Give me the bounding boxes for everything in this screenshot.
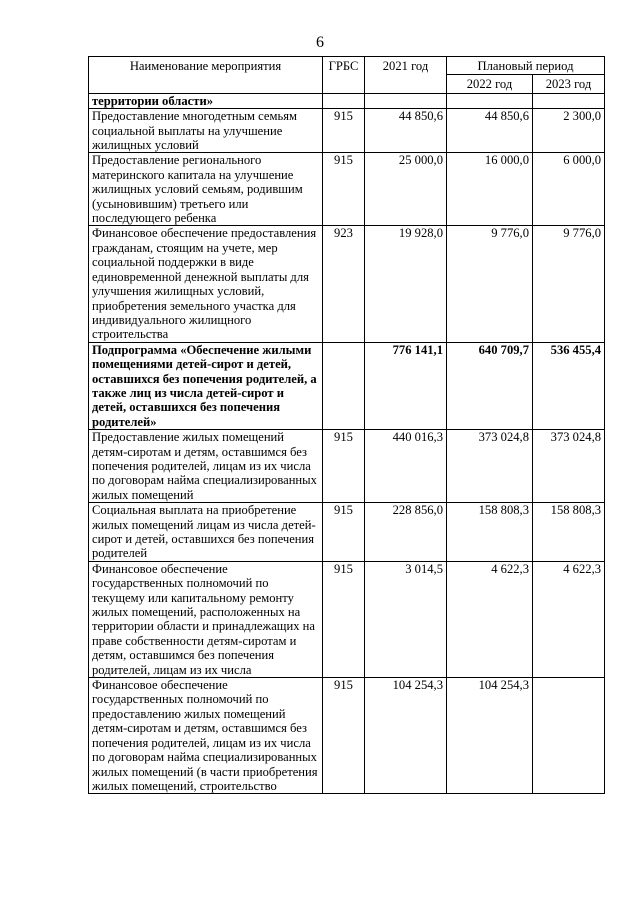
table-row: [89, 153, 605, 226]
row-2021-cell: [365, 93, 447, 108]
row-2022-cell: 640 709,7: [447, 342, 533, 429]
row-2023-cell: [533, 93, 605, 108]
row-2021-cell: 104 254,3: [365, 678, 447, 794]
row-2022-cell: 158 808,3: [447, 503, 533, 562]
row-grbs-cell: 915: [323, 561, 365, 677]
table-row: [89, 561, 605, 677]
row-name-cell: Финансовое обеспечение предоставления гражданам, стоящим на учете, мер социальной поддержки в виде единовременной денежной выплаты для улучшения жилищных условий, приобретения земельного участка для индивидуального жилищного строительства: [89, 226, 323, 342]
row-name-cell: территории области»: [89, 93, 323, 108]
row-2023-cell: 158 808,3: [533, 503, 605, 562]
table-row: [89, 342, 605, 429]
row-2022-cell: 44 850,6: [447, 109, 533, 153]
row-grbs-cell: [323, 93, 365, 108]
row-2021-cell: 440 016,3: [365, 430, 447, 503]
row-name-cell: Подпрограмма «Обеспечение жилыми помещениями детей-сирот и детей, оставшихся без попечения родителей, а также лиц из числа детей-сирот и детей, оставшихся без попечения родителей»: [89, 342, 323, 429]
header-name: Наименование мероприятия: [89, 57, 323, 94]
row-grbs-cell: [323, 342, 365, 429]
row-name-cell: Предоставление жилых помещений детям-сиротам и детям, оставшимся без попечения родителей, лицам из их числа по договорам найма специализированных жилых помещений: [89, 430, 323, 503]
header-year-2021: 2021 год: [365, 57, 447, 94]
table-row: [89, 109, 605, 153]
row-2022-cell: [447, 93, 533, 108]
row-2022-cell: 4 622,3: [447, 561, 533, 677]
row-grbs-cell: 915: [323, 153, 365, 226]
row-2021-cell: 228 856,0: [365, 503, 447, 562]
row-2023-cell: [533, 678, 605, 794]
row-2021-cell: 19 928,0: [365, 226, 447, 342]
table-row: [89, 678, 605, 794]
row-2021-cell: 3 014,5: [365, 561, 447, 677]
row-grbs-cell: 915: [323, 503, 365, 562]
row-2023-cell: 536 455,4: [533, 342, 605, 429]
row-grbs-cell: 915: [323, 678, 365, 794]
row-grbs-cell: 915: [323, 109, 365, 153]
table-row: [89, 226, 605, 342]
row-name-cell: Предоставление регионального материнского капитала на улучшение жилищных условий семьям, родившим (усыновившим) третьего или последующего ребенка: [89, 153, 323, 226]
table-body: [89, 93, 605, 794]
row-2021-cell: 776 141,1: [365, 342, 447, 429]
row-name-cell: Финансовое обеспечение государственных полномочий по текущему или капитальному ремонту жилых помещений, расположенных на территории области и принадлежащих на праве собственности детям-сиротам и детям, оставшимся без попечения родителей, лицам из их числа: [89, 561, 323, 677]
header-year-2023: 2023 год: [533, 75, 605, 93]
row-grbs-cell: 923: [323, 226, 365, 342]
row-grbs-cell: 915: [323, 430, 365, 503]
table-row: [89, 93, 605, 108]
row-2022-cell: 16 000,0: [447, 153, 533, 226]
table-row: [89, 503, 605, 562]
header-year-2022: 2022 год: [447, 75, 533, 93]
page-number: 6: [316, 34, 324, 51]
row-name-cell: Финансовое обеспечение государственных полномочий по предоставлению жилых помещений детям-сиротам и детям, оставшимся без попечения родителей, лицам из их числа по договорам найма специализированных жилых помещений (в части приобретения жилых помещений, строительство: [89, 678, 323, 794]
row-2023-cell: 6 000,0: [533, 153, 605, 226]
row-2022-cell: 104 254,3: [447, 678, 533, 794]
row-2022-cell: 373 024,8: [447, 430, 533, 503]
header-planned-period: Плановый период: [447, 57, 605, 75]
row-2021-cell: 44 850,6: [365, 109, 447, 153]
row-2023-cell: 4 622,3: [533, 561, 605, 677]
row-name-cell: Социальная выплата на приобретение жилых помещений лицам из числа детей-сирот и детей, оставшихся без попечения родителей: [89, 503, 323, 562]
row-2023-cell: 2 300,0: [533, 109, 605, 153]
row-name-cell: Предоставление многодетным семьям социальной выплаты на улучшение жилищных условий: [89, 109, 323, 153]
row-2023-cell: 9 776,0: [533, 226, 605, 342]
table-header: [89, 57, 605, 94]
row-2023-cell: 373 024,8: [533, 430, 605, 503]
row-2022-cell: 9 776,0: [447, 226, 533, 342]
budget-table: [88, 56, 605, 794]
header-grbs: ГРБС: [323, 57, 365, 94]
table-row: [89, 430, 605, 503]
row-2021-cell: 25 000,0: [365, 153, 447, 226]
